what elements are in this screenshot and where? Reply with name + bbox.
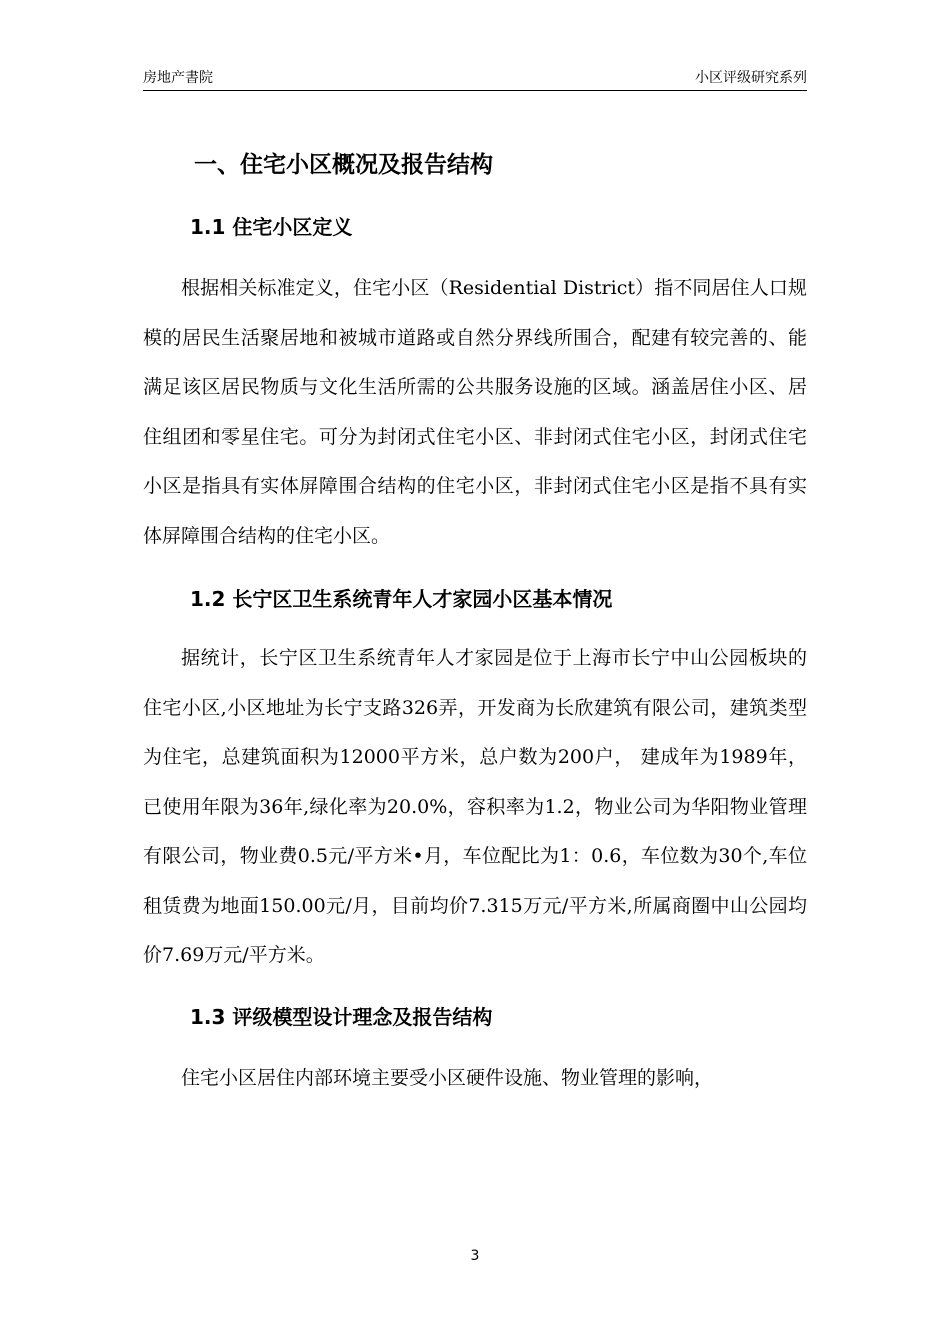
section-body-1-1: 根据相关标准定义，住宅小区（Residential District）指不同居住人口规模的居民生活聚居地和被城市道路或自然分界线所围合，配建有较完善的、能满足该区居民物质与文化生活所需的公共服务设施的区域。涵盖居住小区、居住组团和零星住宅。可分为封闭式住宅小区、非封闭式住宅小区，封闭式住宅小区是指具有实体屏障围合结构的住宅小区，非封闭式住宅小区是指不具有实体屏障围合结构的住宅小区。 <box>143 277 807 547</box>
section-body-1-2: 据统计，长宁区卫生系统青年人才家园是位于上海市长宁中山公园板块的住宅小区,小区地址为长宁支路326弄，开发商为长欣建筑有限公司，建筑类型为住宅，总建筑面积为12000平方米，总户数为200户， 建成年为1989年， 已使用年限为36年,绿化率为20.0%，容积率为1.2，物业公司为华阳物业管理有限公司，物业费0.5元/平方米•月，车位配比为1：0.6，车位数为30个,车位租赁费为地面150.00元/月，目前均价7.315万元/平方米,所属商圈中山公园均价7.69万元/平方米。 <box>143 647 807 966</box>
header-publisher: 房地产書院 <box>143 70 213 86</box>
page-header <box>143 66 807 91</box>
section-heading-1-1: 1.1 住宅小区定义 <box>190 215 353 239</box>
chapter-title: 一、住宅小区概况及报告结构 <box>194 152 493 178</box>
page-content <box>143 140 807 1103</box>
section-heading-1-3: 1.3 评级模型设计理念及报告结构 <box>190 1004 493 1029</box>
section-body-1-3: 住宅小区居住内部环境主要受小区硬件设施、物业管理的影响， <box>181 1066 714 1089</box>
page-number: 3 <box>470 1248 480 1264</box>
header-series-title: 小区评级研究系列 <box>695 70 807 86</box>
section-heading-1-2: 1.2 长宁区卫生系统青年人才家园小区基本情况 <box>190 587 613 611</box>
